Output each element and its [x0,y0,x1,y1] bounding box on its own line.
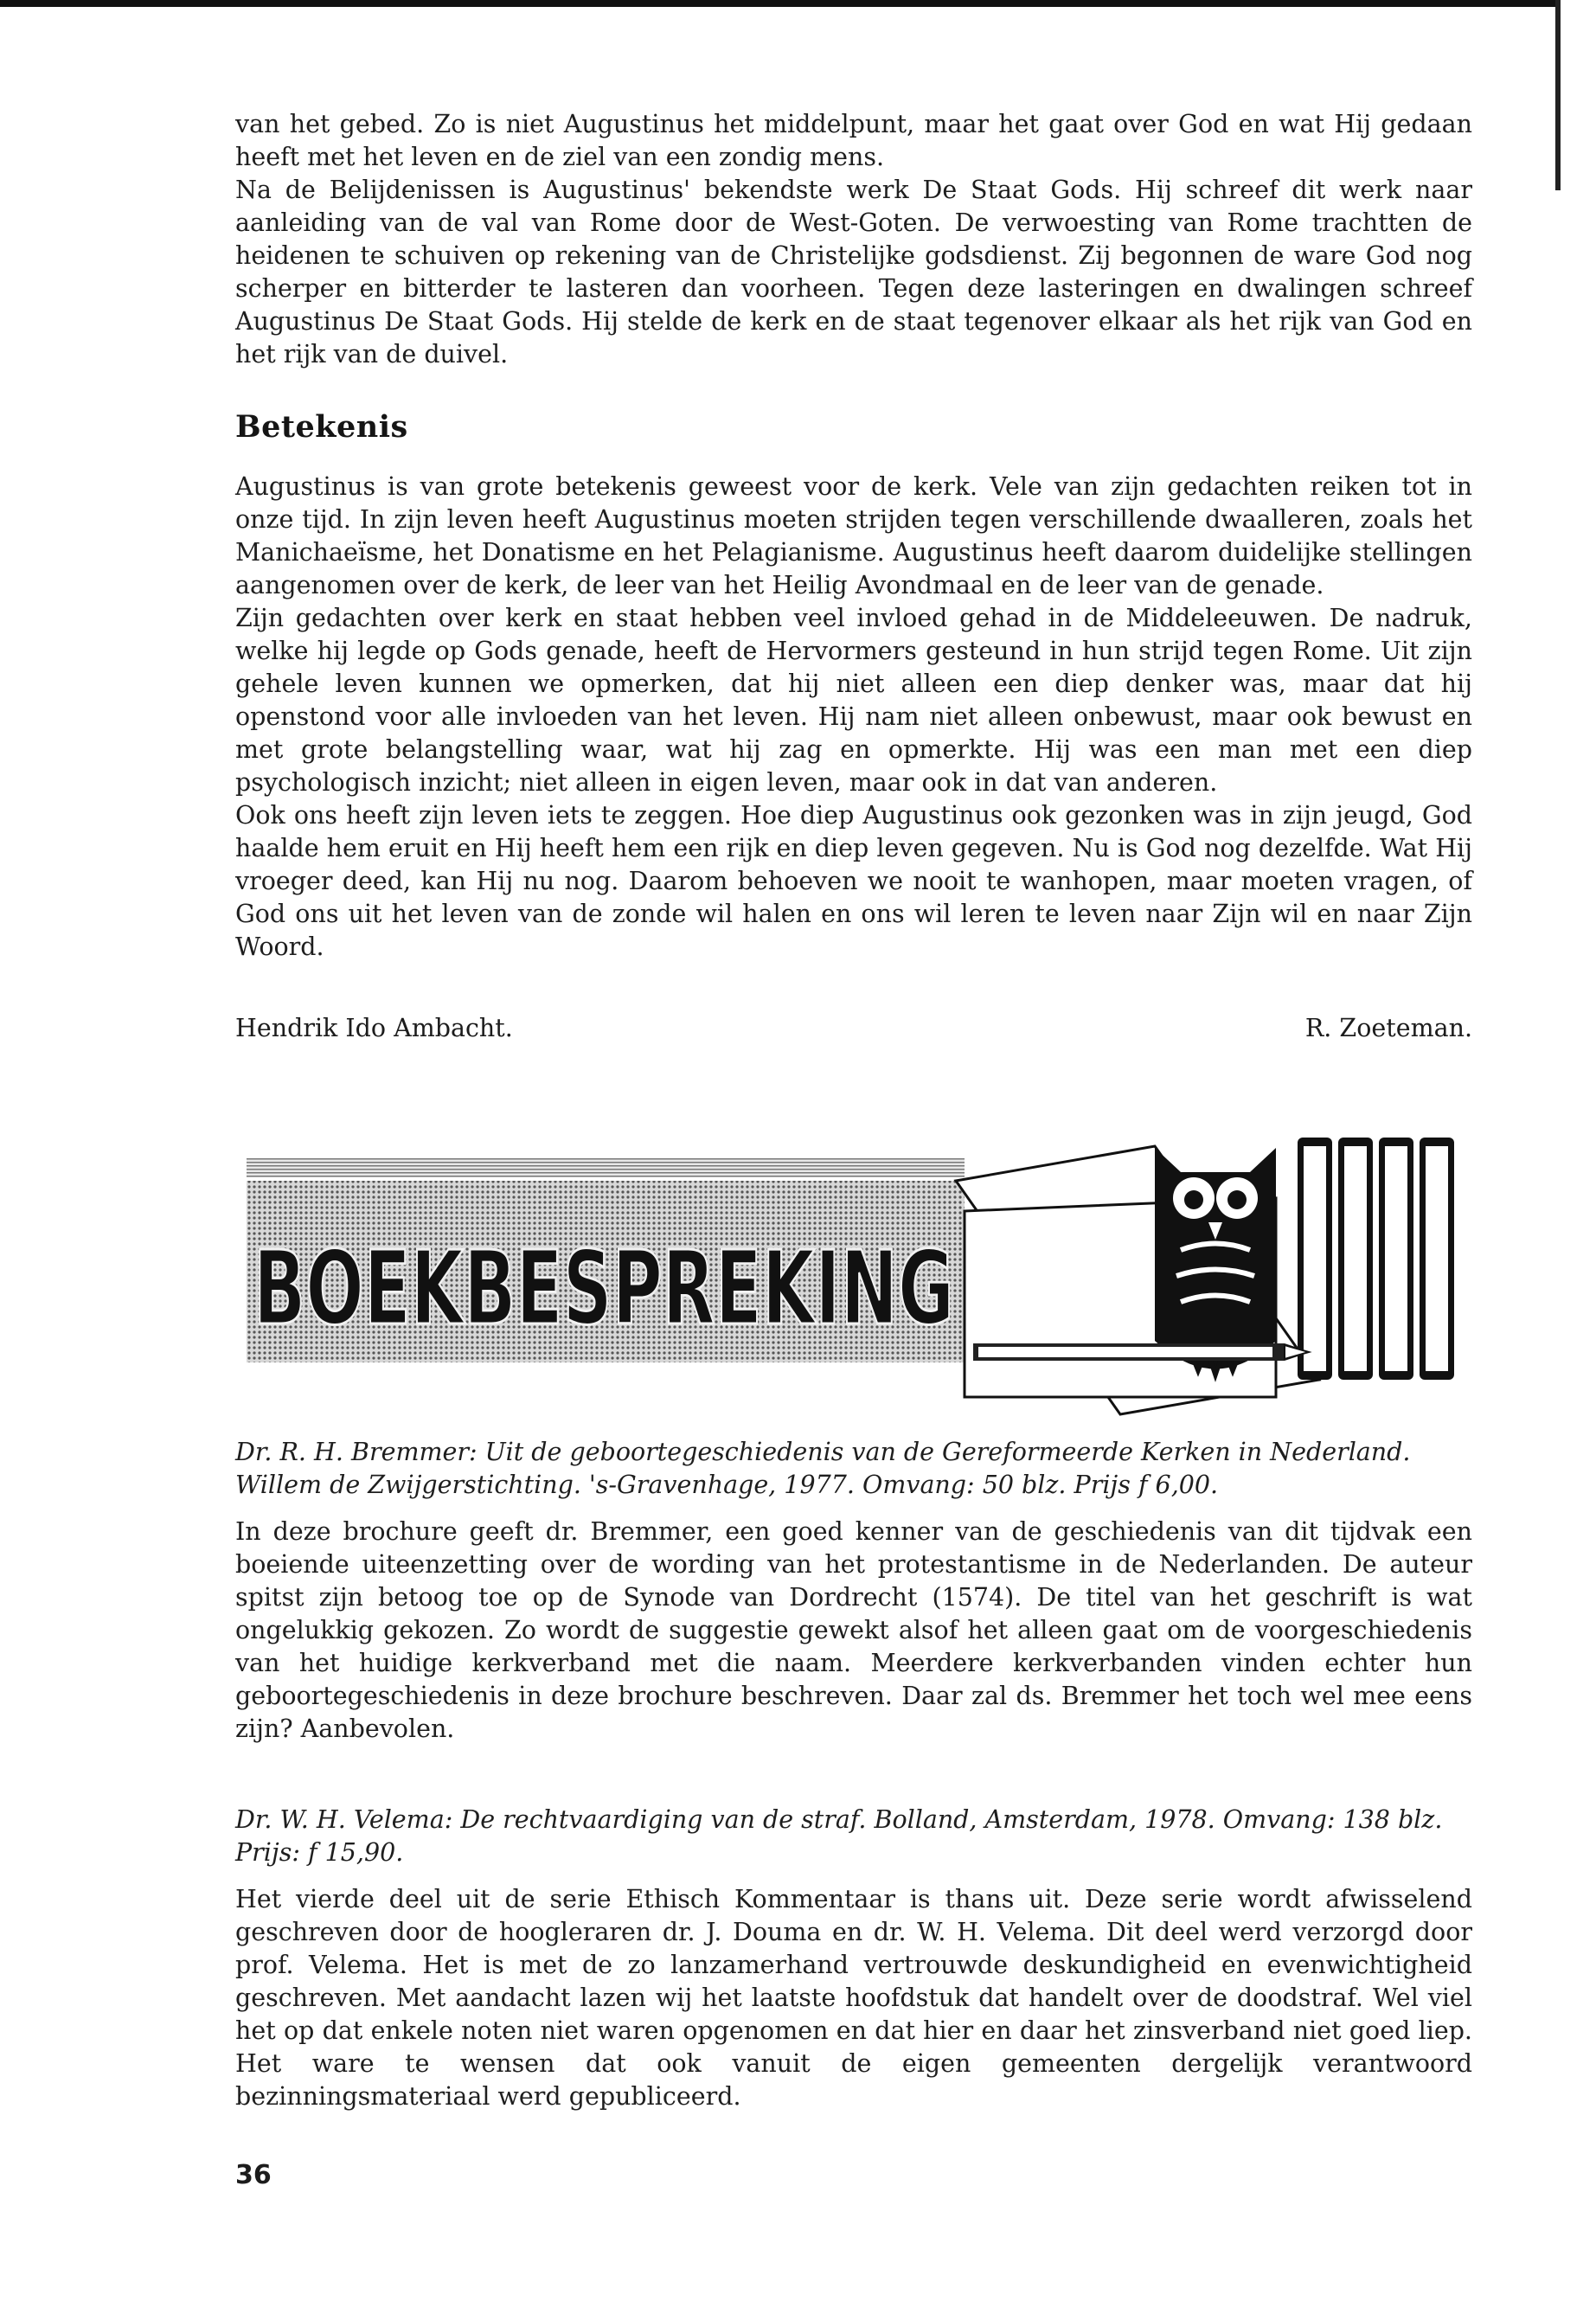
signature-place: Hendrik Ido Ambacht. [235,1014,513,1042]
top-border-rule [0,0,1557,7]
review-citation: Dr. R. H. Bremmer: Uit de geboortegeschiedenis van de Gereformeerde Kerken in Nederland. Willem de Zwijgerstichting. 's-Gravenhage, 1977. Omvang: 50 blz. Prijs f 6,00. [235,1438,1411,1499]
article-paragraph: Ook ons heeft zijn leven iets te zeggen. Hoe diep Augustinus ook gezonken was in zijn jeugd, God haalde hem eruit en Hij heeft hem een rijk en diep leven gegeven. Nu is God nog dezelfde. Wat Hij vroeger deed, kan Hij nu nog. Daarom behoeven we nooit te wanhopen, maar moeten vragen, of God ons uit het leven van de zonde wil halen en ons wil leren te leven naar Zijn wil en naar Zijn Woord. [235,801,1472,961]
review-text: Het vierde deel uit de serie Ethisch Kommentaar is thans uit. Deze serie wordt afwisselend geschreven door de hoogleraren dr. J. Douma en dr. W. H. Velema. Dit deel werd verzorgd door prof. Velema. Het is met de zo lanzamerhand vertrouwde deskundigheid en evenwichtigheid geschreven. Met aandacht lazen wij het laatste hoofdstuk dat handelt over de doodstraf. Wel viel het op dat enkele noten niet waren opgenomen en dat hier en daar het zinsverband niet goed liep. Het ware te wensen dat ook vanuit de eigen gemeenten dergelijk verantwoord bezinningsmateriaal werd gepubliceerd. [235,1885,1472,2111]
book-review [235,1804,1472,2113]
section-heading: Betekenis [235,409,408,445]
bookshelf-icon [1298,1138,1454,1380]
banner-title: BOEKBESPREKING [253,1228,954,1348]
article-paragraph: Zijn gedachten over kerk en staat hebben veel invloed gehad in de Middeleeuwen. De nadruk, welke hij legde op Gods genade, heeft de Hervormers gesteund in hun strijd tegen Rome. Uit zijn gehele leven kunnen we opmerken, dat hij niet alleen een diep denker was, maar dat hij openstond voor alle invloeden van het leven. Hij nam niet alleen onbewust, maar ook bewust en met grote belangstelling waar, wat hij zag en opmerkte. Hij was een man met een diep psychologisch inzicht; niet alleen in eigen leven, maar ook in dat van anderen. [235,604,1472,797]
pencil-icon [973,1343,1311,1361]
article-signature [235,1012,1472,1045]
review-text: In deze brochure geeft dr. Bremmer, een goed kenner van de geschiedenis van dit tijdvak een boeiende uiteenzetting over de wording van het protestantisme in de Nederlanden. De auteur spitst zijn betoog toe op de Synode van Dordrecht (1574). De titel van het geschrift is wat ongelukkig gekozen. Zo wordt de suggestie gewekt alsof het alleen gaat om de voorgeschiedenis van het huidige kerkverband met die naam. Meerdere kerkverbanden vinden echter hun geboortegeschiedenis in deze brochure beschreven. Daar zal ds. Bremmer het toch wel mee eens zijn? Aanbevolen. [235,1517,1472,1743]
article-paragraph: Augustinus is van grote betekenis geweest voor de kerk. Vele van zijn gedachten reiken tot in onze tijd. In zijn leven heeft Augustinus moeten strijden tegen verschillende dwaalleren, zoals het Manichaeïsme, het Donatisme en het Pelagianisme. Augustinus heeft daarom duidelijke stellingen aangenomen over de kerk, de leer van het Heilig Avondmaal en de leer van de genade. [235,472,1472,599]
book-review-banner [247,1138,1475,1423]
review-citation: Dr. W. H. Velema: De rechtvaardiging van de straf. Bolland, Amsterdam, 1978. Omvang: 138 blz. Prijs: f 15,90. [235,1805,1443,1867]
article [235,108,1472,1045]
owl-icon [1155,1148,1276,1375]
banner-texture-band [247,1158,965,1177]
signature-author: R. Zoeteman. [1304,1014,1472,1042]
book-review [235,1436,1472,1746]
article-paragraph: van het gebed. Zo is niet Augustinus het middelpunt, maar het gaat over God en wat Hij gedaan heeft met het leven en de ziel van een zondig mens. [235,110,1472,171]
page-number: 36 [235,2160,272,2190]
right-border-rule [1555,0,1561,190]
article-paragraph: Na de Belijdenissen is Augustinus' bekendste werk De Staat Gods. Hij schreef dit werk naar aanleiding van de val van Rome door de West-Goten. De verwoesting van Rome trachtten de heidenen te schuiven op rekening van de Christelijke godsdienst. Zij begonnen de ware God nog scherper en bitterder te lasteren dan voorheen. Tegen deze lasteringen en dwalingen schreef Augustinus De Staat Gods. Hij stelde de kerk en de staat tegenover elkaar als het rijk van God en het rijk van de duivel. [235,176,1472,369]
